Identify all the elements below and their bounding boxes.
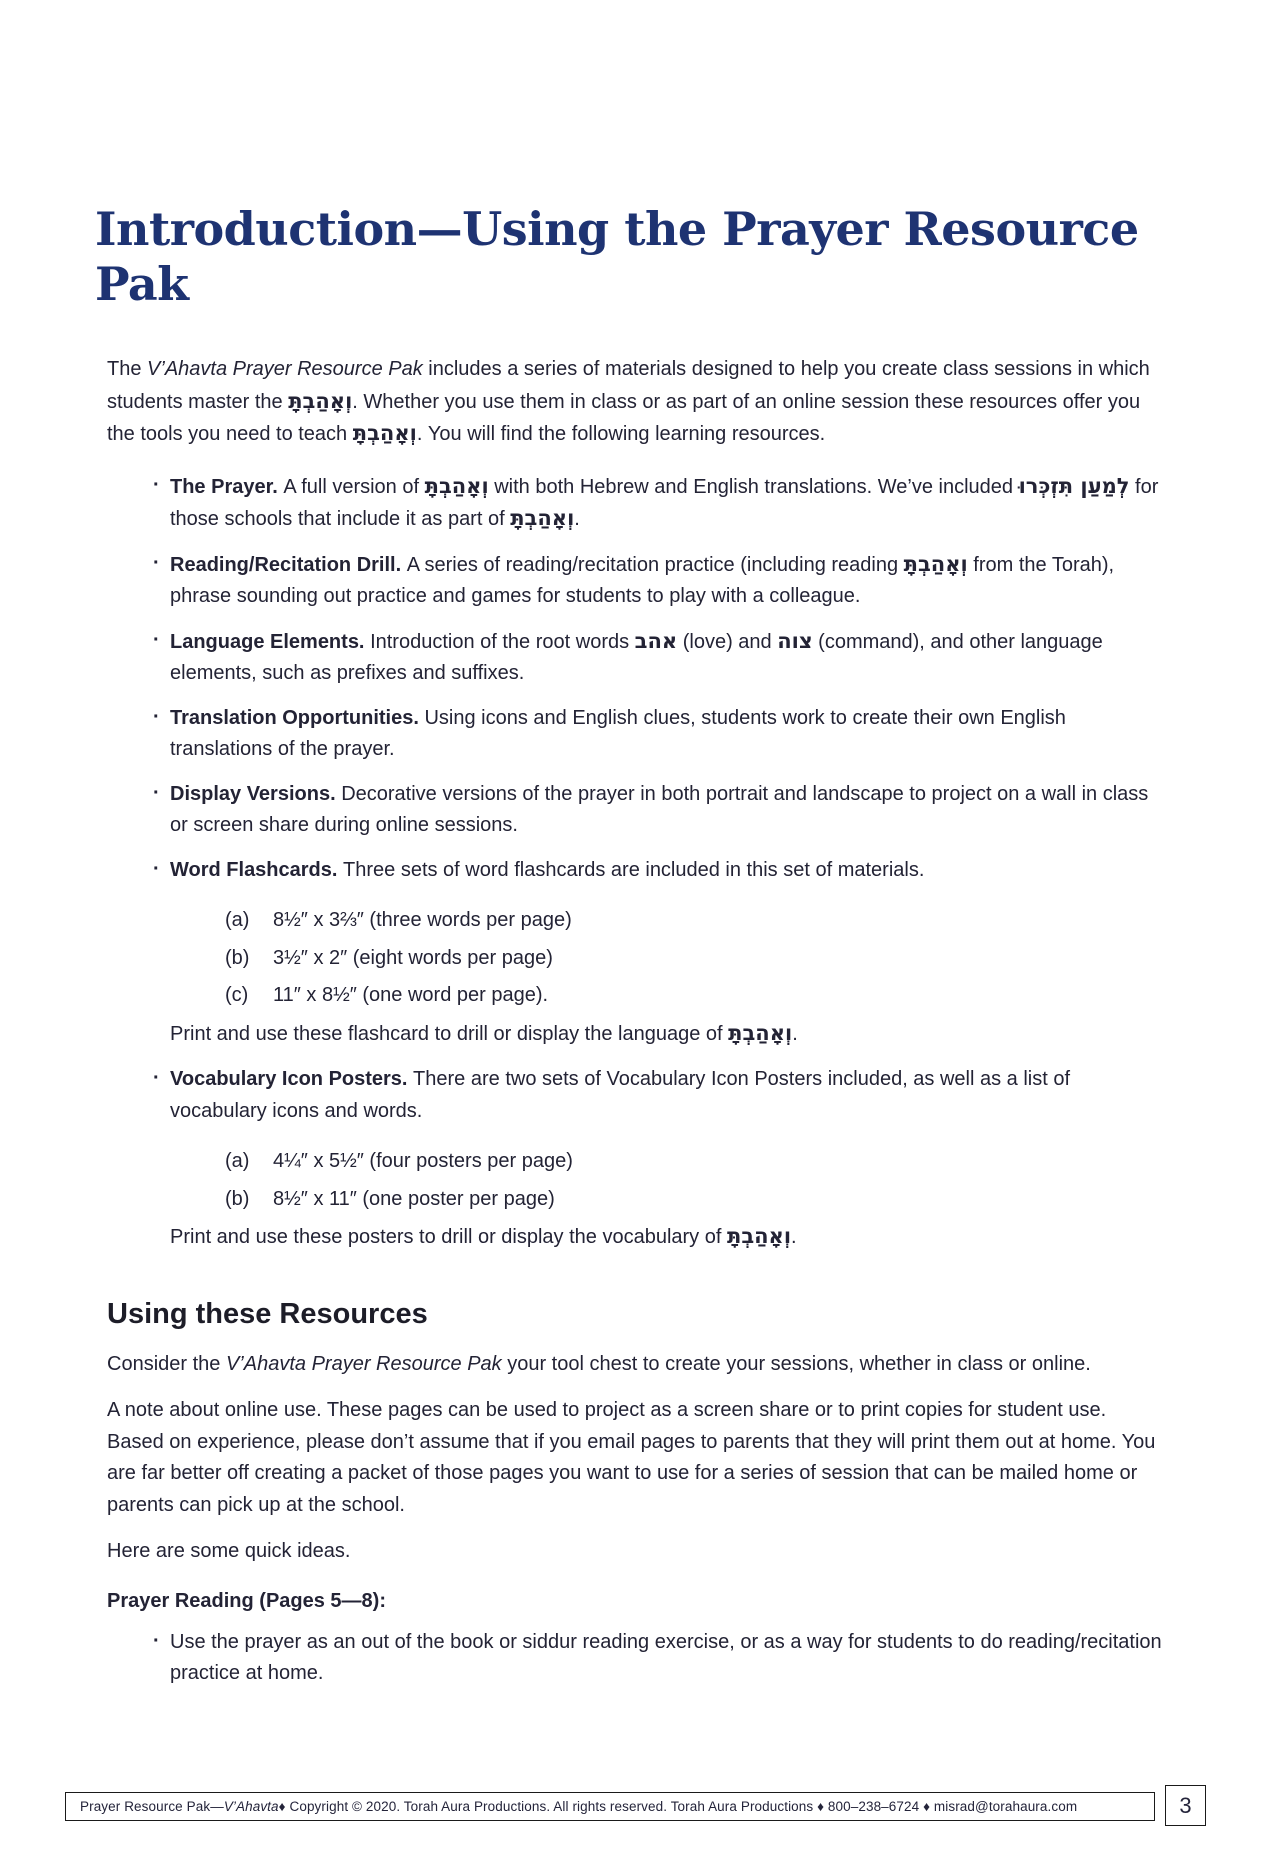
flashcard-size-c	[225, 980, 1163, 1012]
bullet-vocabulary-icon-posters: · Vocabulary Icon Posters. There are two sets of Vocabulary Icon Posters included, as well as a list of vocabulary icons and words.	[107, 1064, 1163, 1127]
resource-bullet-list	[107, 471, 1163, 1254]
using-resources-paragraph-1: Consider the V’Ahavta Prayer Resource Pak your tool chest to create your sessions, whether in class or online.	[107, 1352, 1091, 1375]
intro-paragraph: The V’Ahavta Prayer Resource Pak includes a series of materials designed to help you create class sessions in which students master the וְאָהַבְתָּ. Whether you use them in class or as part of an online session these resources offer you the tools you need to teach וְאָהַבְתָּ. You will find the following learning resources.	[107, 358, 1150, 446]
size-item-text: 11″ x 8½″ (one word per page).	[273, 984, 549, 1007]
flashcard-size-a	[225, 905, 1163, 937]
bullet-prayer-reading-idea: · Use the prayer as an out of the book or siddur reading exercise, or as a way for students to do reading/recitation practice at home.	[107, 1627, 1163, 1690]
bullet-reading-recitation-drill: · Reading/Recitation Drill. A series of reading/recitation practice (including reading וְאָהַבְתָּ from the Torah), phrase sounding out practice and games for students to play with a colleague.	[107, 549, 1163, 613]
poster-size-a	[225, 1146, 1163, 1178]
bullet-display-versions: · Display Versions. Decorative versions of the prayer in both portrait and landscape to project on a wall in class or screen share during online sessions.	[107, 779, 1163, 842]
page-title: Introduction—Using the Prayer Resource Pak	[95, 202, 1139, 312]
using-resources-paragraph-2: A note about online use. These pages can be used to project as a screen share or to print copies for student use. Based on experience, please don’t assume that if you email pages to parents that they will print them out at home. You are far better off creating a packet of those pages you want to use for a series of session that can be mailed home or parents can pick up at the school.	[107, 1399, 1156, 1516]
bullet-the-prayer: · The Prayer. A full version of וְאָהַבְתָּ with both Hebrew and English translations. We’ve included לְמַעַן תִּזְכְּרוּ for those schools that include it as part of וְאָהַבְתָּ.	[107, 471, 1163, 536]
size-item-text: 8½″ x 3⅔″ (three words per page)	[273, 909, 572, 932]
page-number: 3	[1165, 1785, 1206, 1826]
flashcard-size-b	[225, 943, 1163, 975]
footer-copyright-bar: Prayer Resource Pak— V’Ahavta ♦ Copyright © 2020. Torah Aura Productions. All rights reserved. Torah Aura Productions ♦ 800–238–6724 ♦ misrad@torahaura.com	[65, 1792, 1155, 1821]
size-item-label: (a)	[225, 1150, 250, 1173]
section-heading-using-these-resources: Using these Resources	[107, 1297, 428, 1330]
bullet-word-flashcards: · Word Flashcards. Three sets of word flashcards are included in this set of materials.	[107, 855, 1163, 887]
size-item-label: (a)	[225, 909, 250, 932]
sub-heading-prayer-reading: Prayer Reading (Pages 5—8):	[107, 1589, 386, 1612]
size-item-text: 3½″ x 2″ (eight words per page)	[273, 946, 553, 969]
size-item-text: 4¼″ x 5½″ (four posters per page)	[273, 1150, 573, 1173]
posters-usage-note: Print and use these posters to drill or display the vocabulary of וְאָהַבְתָּ.	[170, 1224, 797, 1249]
using-resources-paragraph-3: Here are some quick ideas.	[107, 1540, 351, 1563]
size-item-label: (b)	[225, 1187, 250, 1210]
document-page	[0, 202, 1275, 1690]
bullet-translation-opportunities: · Translation Opportunities. Using icons and English clues, students work to create their own English translations of the prayer.	[107, 703, 1163, 766]
size-item-text: 8½″ x 11″ (one poster per page)	[273, 1187, 555, 1210]
poster-size-b	[225, 1184, 1163, 1216]
bullet-language-elements: · Language Elements. Introduction of the root words אהב (love) and צוה (command), and other language elements, such as prefixes and suffixes.	[107, 626, 1163, 690]
size-item-label: (c)	[225, 984, 249, 1007]
flashcards-usage-note: Print and use these flashcard to drill or display the language of וְאָהַבְתָּ.	[170, 1020, 798, 1045]
size-item-label: (b)	[225, 946, 250, 969]
